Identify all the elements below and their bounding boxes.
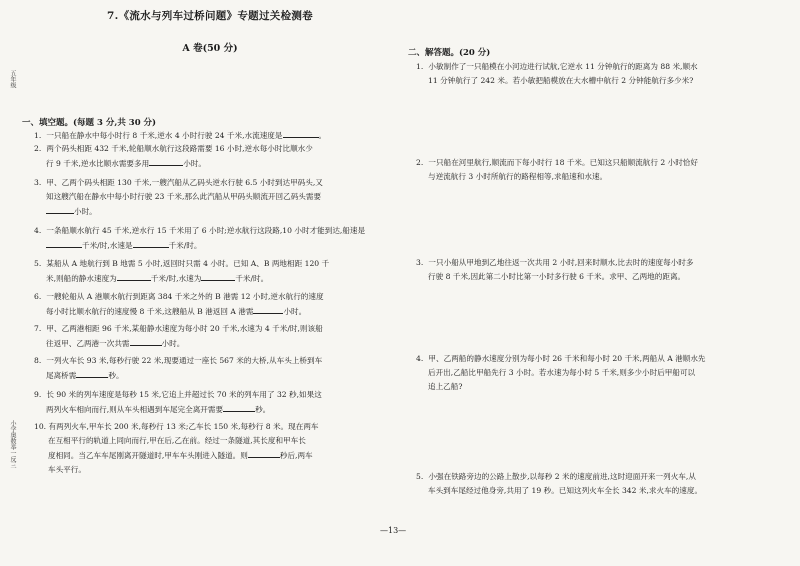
fill-question-5: 5. 某船从 A 地航行到 B 地需 5 小时,返回时只需 4 小时。已知 A、B 两地相距 120 千 米,则船的静水速度为 千米/时,水速为 千米/时。 (34, 259, 330, 283)
fill-question-7: 7. 甲、乙两港相距 96 千米,某船静水速度为每小时 20 千米,水速为 4 千米/时,则该船 往返甲、乙两港一次共需 小时。 (34, 324, 323, 348)
solve-question-3: 3. 一只小船从甲地到乙地往返一次共用 2 小时,回来时顺水,比去时的速度每小时多 行驶 8 千米,因此第二小时比第一小时多行驶 6 千米。求甲、乙两地的距离。 (416, 258, 694, 281)
fill-question-9: 9. 长 90 米的列车速度是每秒 15 米,它追上并超过长 70 米的列车用了 32 秒,如果这 两列火车相向而行,则从车头相遇到车尾完全离开需要 秒。 (34, 390, 322, 414)
page-title: 7.《流水与列车过桥问题》专题过关检测卷 (107, 10, 313, 22)
solve-question-1: 1. 小敏制作了一只船模在小河边进行试航,它逆水 11 分钟航行的距离为 88 米,顺水 11 分钟航行了 242 米。若小敏把船模放在大水槽中航行 2 分钟能航行多少米? (416, 62, 698, 85)
fill-question-8: 8. 一列火车长 93 米,每秒行驶 22 米,现要通过一座长 567 米的大桥,从车头上桥到车 尾离桥需 秒。 (34, 356, 323, 380)
paper-subtitle: A 卷(50 分) (182, 43, 238, 54)
fill-question-10: 10. 有两列火车,甲车长 200 米,每秒行 13 米;乙车长 150 米,每秒行 8 米。现在两车 在互相平行的轨道上同向而行,甲在后,乙在前。经过一条隧道,其长度和甲车长 度相同。当乙车车尾刚离开隧道时,甲车车头刚进入隧道。则 秒后,两车 车头平行。 (34, 422, 319, 474)
fill-question-6: 6. 一艘轮船从 A 港顺水航行到距离 384 千米之外的 B 港需 12 小时,逆水航行的速度 每小时比顺水航行的速度慢 8 千米,这艘船从 B 港返回 A 港需 小时。 (34, 292, 324, 316)
section-heading-solve: 二、解答题。(20 分) (408, 48, 491, 58)
solve-question-4: 4. 甲、乙两船的静水速度分别为每小时 26 千米和每小时 20 千米,两船从 A 港顺水先 后开出,乙船比甲船先行 3 小时。若水速为每小时 5 千米,则多少小时后甲船可以 追上乙船? (416, 354, 706, 391)
page-number: —13— (380, 526, 407, 535)
fill-question-3: 3. 甲、乙两个码头相距 130 千米,一艘汽船从乙码头逆水行驶 6.5 小时到达甲码头,又 知这艘汽船在静水中每小时行驶 23 千米,那么此汽船从甲码头顺流开回乙码头需要 小时。 (34, 178, 323, 216)
solve-question-5: 5. 小强在铁路旁边的公路上散步,以每秒 2 米的速度前进,这时迎面开来一列火车,从 车头到车尾经过他身旁,共用了 19 秒。已知这列火车全长 342 米,求火车的速度。 (416, 472, 703, 495)
fill-question-1: 1. 一只船在静水中每小时行 8 千米,逆水 4 小时行驶 24 千米,水流速度是 。 (34, 128, 394, 143)
solve-question-2: 2. 一只船在河里航行,顺流而下每小时行 18 千米。已知这只船顺流航行 2 小时恰好 与逆流航行 3 小时所航行的路程相等,求船速和水速。 (416, 158, 698, 181)
fill-question-2: 2. 两个码头相距 432 千米,轮船顺水航行这段路需要 16 小时,逆水每小时比顺水少 行 9 千米,逆水比顺水需要多用 小时。 (34, 144, 313, 168)
spine-label-grade: 五年级 (9, 70, 16, 88)
spine-label-series: 小学奥数举一反三 (9, 420, 16, 468)
section-heading-fill: 一、填空题。(每题 3 分,共 30 分) (22, 118, 157, 128)
fill-question-4: 4. 一条船顺水航行 45 千米,逆水行 15 千米用了 6 小时;逆水航行这段路,10 小时才能到达,船速是 千米/时,水速是 千米/时。 (34, 226, 366, 250)
